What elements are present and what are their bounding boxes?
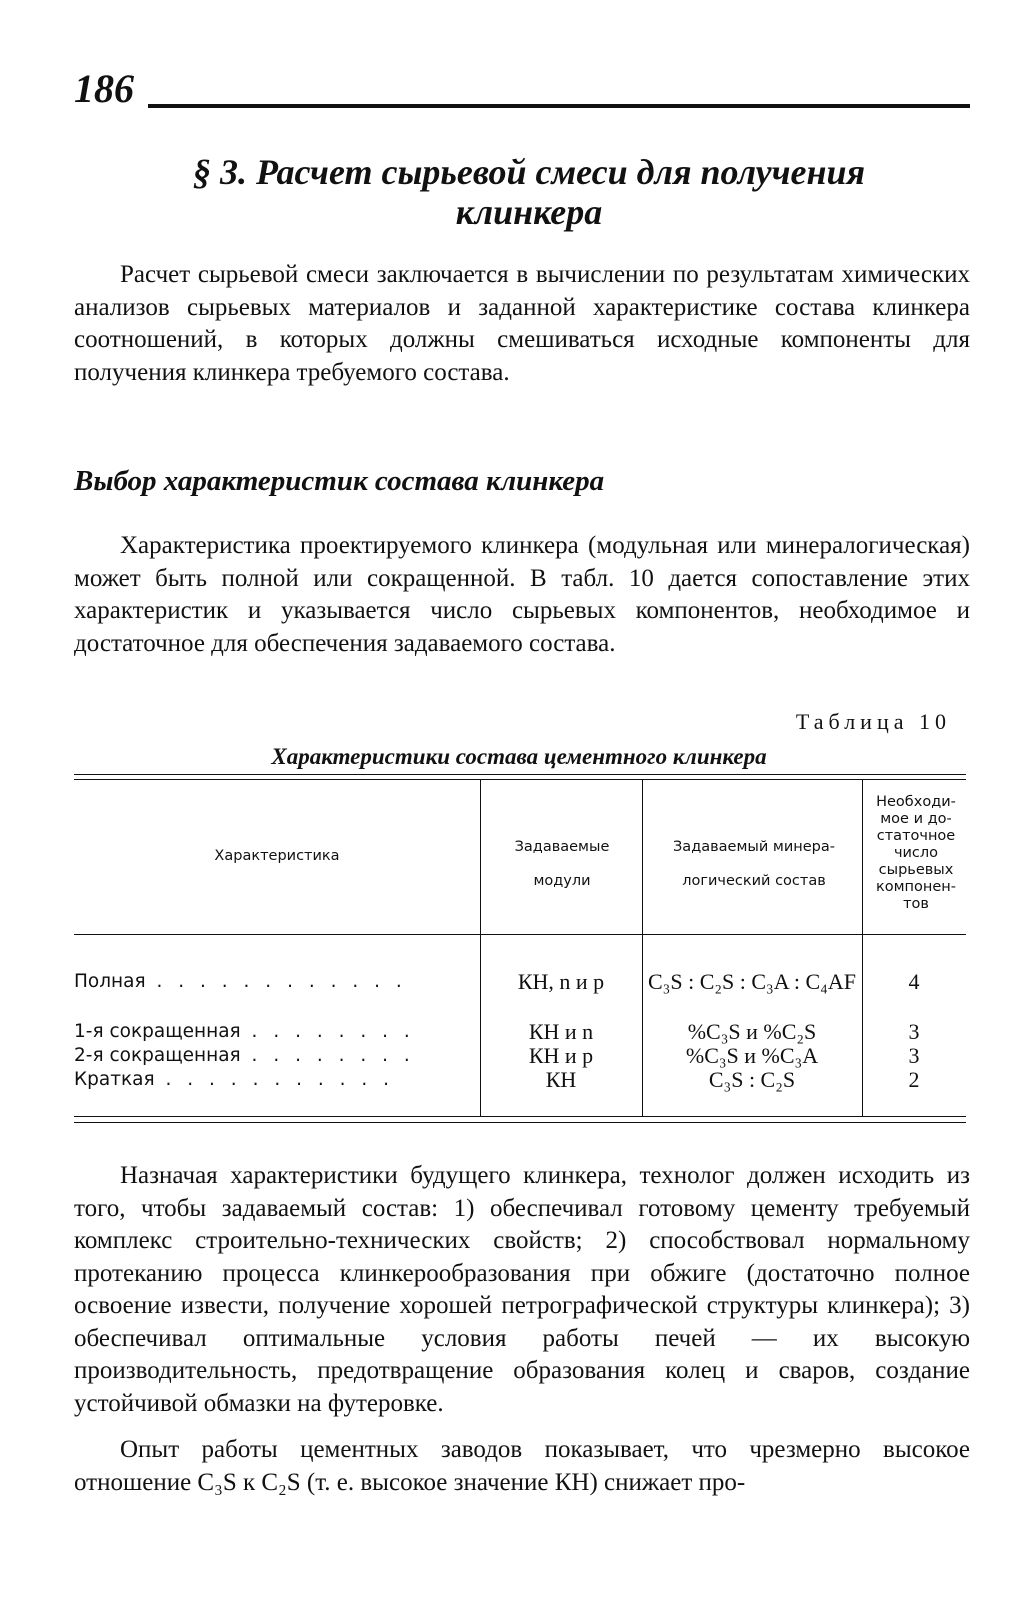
table-header-components-line-3: статочное	[876, 828, 956, 844]
table-row-4-modules-text: КН	[545, 1067, 577, 1092]
table-row-2-composition	[642, 1020, 862, 1044]
table-row-3-name-text: 2-я сокращенная	[74, 1045, 241, 1066]
table-row-1-modules	[480, 970, 642, 994]
table-row-1-composition	[642, 970, 862, 994]
table-row-4-modules	[480, 1068, 642, 1092]
table-row-3-composition-text: %C₃S и %C₃A	[685, 1043, 819, 1068]
table-row-2-count: 3	[908, 1019, 920, 1044]
table-header-modules	[488, 830, 636, 898]
table-row-2-name-text: 1-я сокращенная	[74, 1021, 241, 1042]
table-header-modules-line-1: Задаваемые	[514, 839, 610, 855]
subsection-heading: Выбор характеристик состава клинкера	[74, 465, 605, 497]
table-row-3-count: 3	[908, 1043, 920, 1068]
table-row-2-modules	[480, 1020, 642, 1044]
table-row-3-leader: . . . . . . . .	[240, 1045, 415, 1066]
table-row-4-composition	[642, 1068, 862, 1092]
table-row-3-composition	[642, 1044, 862, 1068]
table-caption: Характеристики состава цементного клинкера	[271, 744, 767, 769]
table-header-components-line-6: компонен-	[875, 879, 957, 895]
table-top-rule-2	[74, 779, 966, 780]
table-row-1-count: 4	[908, 969, 920, 994]
table-bottom-rule-1	[74, 1116, 966, 1117]
table-row-4-name-text: Краткая	[74, 1069, 155, 1090]
table-header-rule	[74, 934, 966, 935]
paragraph-intro: Расчет сырьевой смеси заключается в вычислении по результатам химических анализов сырьевых материалов и заданной характеристике состава клинкера соотношений, в которых должны смешиваться исходные компоненты для получения клинкера требуемого состава.	[74, 261, 970, 386]
page-header	[74, 66, 970, 116]
table-header-characteristic: Характеристика	[214, 848, 340, 864]
table-header-components-line-2: мое и до-	[880, 811, 952, 827]
page-number: 186	[74, 66, 134, 111]
table-row-2-modules-text: КН и n	[528, 1019, 594, 1044]
table-row-4-name	[74, 1068, 474, 1092]
section-title	[74, 152, 984, 232]
table-row-3-modules	[480, 1044, 642, 1068]
characteristics-table	[74, 774, 966, 1126]
table-header-components	[864, 794, 968, 913]
paragraph-requirements: Назначая характеристики будущего клинкера, технолог должен исходить из того, чтобы задаваемый состав: 1) обеспечивал готовому цементу требуемый комплекс строительно-технических свойств; 2) способствовал нормальному протеканию процесса клинкерообразования при обжиге (достаточно полное освоение извести, получение хорошей петрографической структуры клинкера); 3) обеспечивал оптимальные условия работы печей — их высокую производительность, предотвращение образования колец и сваров, создание устойчивой обмазки на футеровке.	[74, 1162, 970, 1417]
table-header-components-line-1: Необходи-	[876, 794, 956, 810]
table-top-rule-1	[74, 774, 966, 775]
table-row-4-count: 2	[908, 1067, 920, 1092]
table-number: Таблица 10	[795, 709, 951, 734]
header-rule	[148, 104, 970, 108]
table-header-modules-line-2: модули	[533, 873, 591, 889]
table-header-composition-line-2: логический состав	[682, 873, 826, 889]
table-header-components-line-5: сырьевых	[878, 862, 954, 878]
section-title-line-1: § 3. Расчет сырьевой смеси для получения	[192, 152, 866, 192]
table-row-2-name	[74, 1020, 474, 1044]
table-row-3-name	[74, 1044, 474, 1068]
table-row-2-leader: . . . . . . . .	[240, 1021, 415, 1042]
table-bottom-rule-2	[74, 1122, 966, 1123]
table-row-1-name	[74, 970, 474, 994]
table-row-2-composition-text: %C₃S и %C₂S	[687, 1019, 817, 1044]
table-row-3-modules-text: КН и p	[528, 1043, 594, 1068]
paragraph-characteristics: Характеристика проектируемого клинкера (модульная или минералогическая) может быть полной или сокращенной. В табл. 10 дается сопоставление этих характеристик и указывается число сырьевых компонентов, необходимое и достаточное для обеспечения задаваемого состава.	[74, 532, 970, 657]
table-header-components-line-7: тов	[903, 896, 929, 912]
table-row-4-composition-text: C₃S : C₂S	[708, 1067, 796, 1092]
table-row-1-modules-text: КН, n и p	[517, 969, 605, 994]
section-title-line-2: клинкера	[455, 192, 603, 232]
table-row-1-composition-text: C₃S : C₂S : C₃A : C₄AF	[648, 969, 856, 994]
table-row-1-leader: . . . . . . . . . . . .	[145, 971, 407, 992]
table-header-components-line-4: число	[893, 845, 939, 861]
table-header-composition-line-1: Задаваемый минера-	[673, 839, 835, 855]
table-row-1-name-text: Полная	[74, 971, 146, 992]
table-row-4-leader: . . . . . . . . . . .	[154, 1069, 395, 1090]
table-header-composition	[648, 830, 860, 898]
paragraph-experience: Опыт работы цементных заводов показывает, что чрезмерно высокое отношение C₃S к C₂S (т. е. высокое значение КН) снижает про-	[74, 1436, 970, 1496]
